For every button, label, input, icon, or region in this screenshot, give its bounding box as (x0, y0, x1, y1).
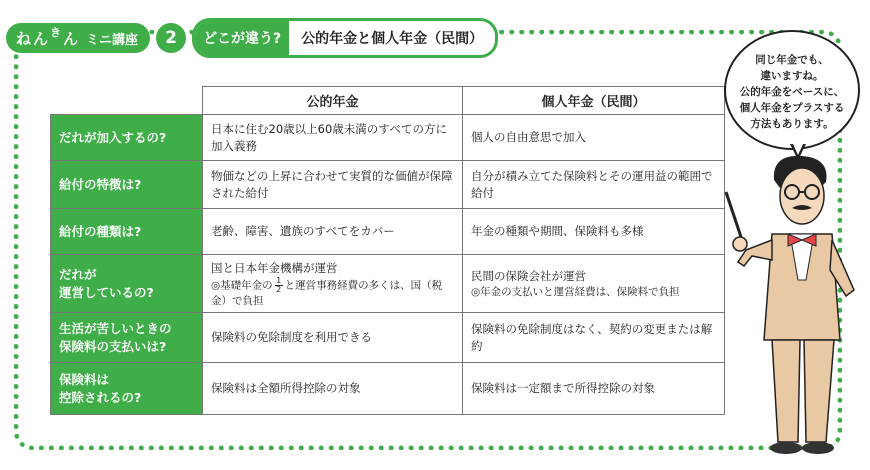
question-label: どこが違う? (195, 21, 289, 55)
right-leg-icon (804, 340, 834, 442)
table-row (51, 255, 725, 313)
logo-char: ん (63, 29, 79, 48)
cell-private: 保険料の免除制度はなく、契約の変更または解約 (463, 313, 725, 363)
fraction (275, 277, 283, 294)
note-text: ◎基礎年金の (211, 279, 273, 291)
cell-note: ◎年金の支払いと運営経費は、保険料で負担 (471, 286, 680, 298)
table-row (51, 115, 725, 161)
logo-char: ん (33, 29, 49, 48)
row-header: だれが加入するの? (51, 115, 203, 161)
column-header-public: 公的年金 (203, 87, 463, 115)
series-label: ミニ講座 (86, 32, 139, 48)
hand-icon (733, 237, 747, 251)
teacher-illustration (722, 150, 862, 462)
page-title: 公的年金と個人年金（民間） (301, 31, 484, 47)
cell-private: 自分が積み立てた保険料とその運用益の範囲で給付 (463, 161, 725, 209)
comparison-table (50, 86, 725, 415)
row-header: 給付の特徴は? (51, 161, 203, 209)
logo-char: ね (16, 29, 32, 48)
shoe-icon (770, 442, 802, 454)
cell-main-text: 国と日本年金機構が運営 (211, 260, 338, 275)
row-header: 生活が苦しいときの 保険料の支払いは? (51, 313, 203, 363)
cell-private (463, 255, 725, 313)
row-header: だれが 運営しているの? (51, 255, 203, 313)
cell-public: 物価などの上昇に合わせて実質的な価値が保障された給付 (203, 161, 463, 209)
fraction-numerator: 1 (276, 275, 282, 285)
left-leg-icon (772, 340, 800, 442)
cell-public: 日本に住む20歳以上60歳未満のすべての方に加入義務 (203, 115, 463, 161)
table-header-row (51, 87, 725, 115)
table-row (51, 363, 725, 415)
row-header: 保険料は 控除されるの? (51, 363, 203, 415)
cell-public: 老齢、障害、遺族のすべてをカバー (203, 209, 463, 255)
cell-public: 保険料の免除制度を利用できる (203, 313, 463, 363)
cell-public: 保険料は全額所得控除の対象 (203, 363, 463, 415)
cell-public (203, 255, 463, 313)
note-text: と運営事務経費の多くは、国（税金）で負担 (211, 279, 443, 307)
fraction-denominator: 2 (276, 284, 282, 294)
lesson-number: 2 (156, 23, 186, 53)
speech-bubble (724, 30, 860, 150)
nenkin-logo (6, 23, 150, 53)
cell-private: 年金の種類や期間、保険料も多様 (463, 209, 725, 255)
pointer-icon (726, 192, 742, 240)
header (6, 18, 498, 58)
cell-private: 個人の自由意思で加入 (463, 115, 725, 161)
table-row (51, 313, 725, 363)
shoe-icon (802, 442, 834, 454)
title-box (192, 18, 498, 58)
logo-char: き (50, 26, 62, 39)
corner-cell (51, 87, 203, 115)
cell-note (211, 277, 454, 308)
table-row (51, 209, 725, 255)
speech-text: 同じ年金でも、 違いますね。 公的年金をベースに、 個人年金をプラスする 方法もあります。 (739, 54, 845, 130)
column-header-private: 個人年金（民間） (463, 87, 725, 115)
row-header: 給付の種類は? (51, 209, 203, 255)
cell-private: 保険料は一定額まで所得控除の対象 (463, 363, 725, 415)
cell-main-text: 民間の保険会社が運営 (471, 269, 586, 283)
table-row (51, 161, 725, 209)
